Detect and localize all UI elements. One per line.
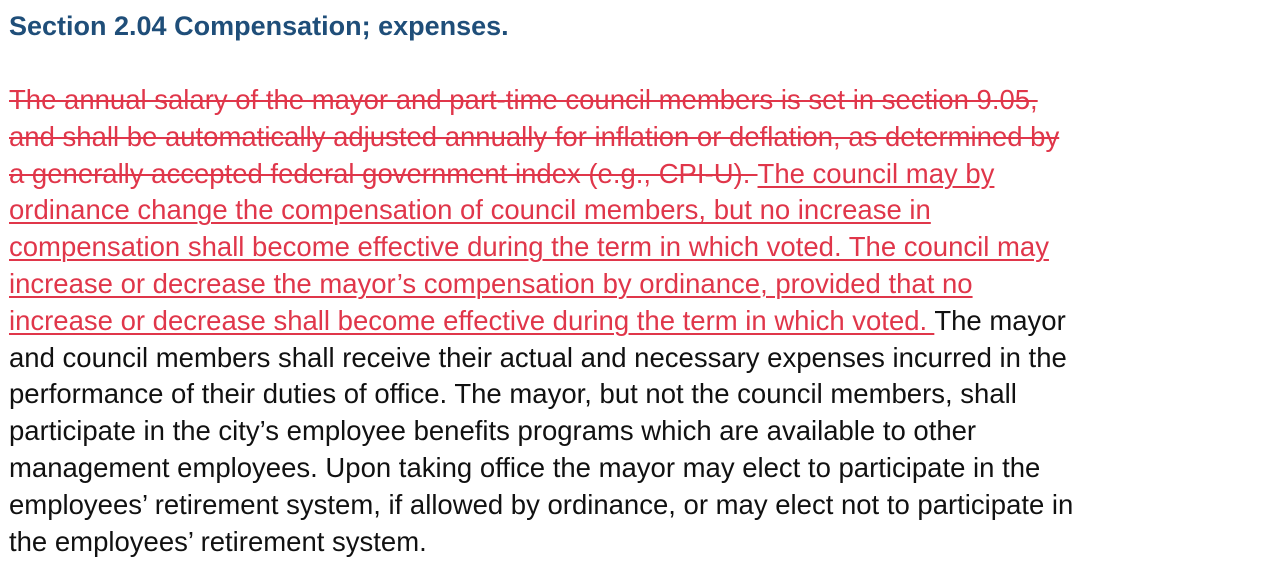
text-line xyxy=(9,487,1073,524)
body-text: employees’ retirement system, if allowed by ordinance, or may elect not to participate in xyxy=(9,488,1074,520)
deleted-text: a generally accepted federal government index (e.g., CPI-U). xyxy=(9,157,758,189)
text-line xyxy=(9,524,1073,561)
body-text: and council members shall receive their actual and necessary expenses incurred in the xyxy=(9,341,1067,373)
inserted-text: ordinance change the compensation of council members, but no increase in xyxy=(9,194,931,226)
body-text: The mayor xyxy=(934,304,1066,336)
inserted-text: The council may by xyxy=(757,157,995,189)
text-line xyxy=(9,119,1073,156)
text-line xyxy=(9,376,1073,413)
text-line xyxy=(9,156,1073,193)
text-line xyxy=(9,303,1073,340)
deleted-text: The annual salary of the mayor and part-time council members is set in section 9.05, xyxy=(9,84,1038,115)
deleted-text: and shall be automatically adjusted annually for inflation or deflation, as determined by xyxy=(9,120,1060,152)
body-text: the employees’ retirement system. xyxy=(9,525,427,557)
text-line xyxy=(9,192,1073,229)
inserted-text: compensation shall become effective during the term in which voted. The council may xyxy=(9,231,1049,263)
text-line xyxy=(9,82,1073,119)
text-line xyxy=(9,413,1073,450)
inserted-text: increase or decrease the mayor’s compensation by ordinance, provided that no xyxy=(9,267,973,299)
text-line xyxy=(9,266,1073,303)
body-text: performance of their duties of office. The mayor, but not the council members, shall xyxy=(9,378,1017,410)
section-heading: Section 2.04 Compensation; expenses. xyxy=(9,11,509,41)
section-paragraph xyxy=(9,82,1073,560)
body-text: participate in the city’s employee benefits programs which are available to other xyxy=(9,415,977,447)
body-text: management employees. Upon taking office the mayor may elect to participate in the xyxy=(9,451,1041,483)
text-line xyxy=(9,340,1073,377)
text-line xyxy=(9,229,1073,266)
text-line xyxy=(9,450,1073,487)
inserted-text: increase or decrease shall become effective during the term in which voted. xyxy=(9,304,935,336)
